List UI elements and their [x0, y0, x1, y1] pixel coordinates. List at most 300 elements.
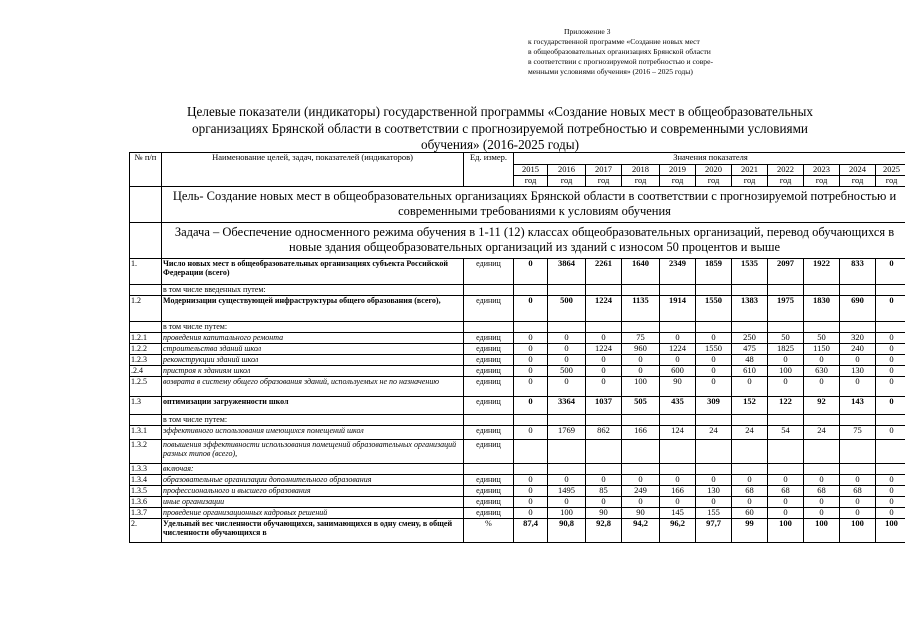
document-title — [150, 104, 850, 154]
row-value: 0 — [696, 354, 732, 365]
row-value: 94,2 — [622, 518, 660, 542]
row-value: 0 — [514, 332, 548, 343]
row-value — [660, 284, 696, 295]
row-value: 500 — [548, 365, 586, 376]
row-value: 0 — [732, 376, 768, 396]
row-value: 1383 — [732, 295, 768, 321]
row-value — [804, 463, 840, 474]
row-name: в том числе введенных путем: — [162, 284, 464, 295]
header-year-unit: год — [732, 176, 768, 187]
row-value: 0 — [514, 376, 548, 396]
row-value: 68 — [768, 485, 804, 496]
row-value: 100 — [768, 365, 804, 376]
row-value: 0 — [876, 485, 905, 496]
row-value: 24 — [804, 425, 840, 439]
row-value: 1150 — [804, 343, 840, 354]
row-name: Удельный вес численности обучающихся, занимающихся в одну смену, в общей численности обучающихся в — [162, 518, 464, 542]
appendix-line: в общеобразовательных организациях Брянской области — [528, 47, 711, 56]
row-value: 0 — [804, 354, 840, 365]
row-value: 1535 — [732, 258, 768, 284]
row-value: 0 — [876, 507, 905, 518]
row-value: 833 — [840, 258, 876, 284]
row-value: 0 — [876, 343, 905, 354]
table-row — [130, 332, 905, 343]
row-number: 1.3.7 — [130, 507, 162, 518]
row-value: 0 — [586, 354, 622, 365]
appendix-note — [528, 27, 828, 77]
row-number: 1.2.2 — [130, 343, 162, 354]
row-value: 68 — [732, 485, 768, 496]
table-row — [130, 396, 905, 414]
row-number: 1.3.3 — [130, 463, 162, 474]
row-value: 0 — [514, 474, 548, 485]
table-row — [130, 518, 905, 542]
row-value: 240 — [840, 343, 876, 354]
header-year-unit: год — [622, 176, 660, 187]
row-value — [732, 463, 768, 474]
row-value: 50 — [768, 332, 804, 343]
header-unit: Ед. измер. — [464, 153, 514, 187]
row-unit — [464, 284, 514, 295]
row-value: 0 — [768, 474, 804, 485]
row-value: 87,4 — [514, 518, 548, 542]
row-value: 122 — [768, 396, 804, 414]
row-name: пристроя к зданиям школ — [162, 365, 464, 376]
row-value — [768, 439, 804, 463]
row-value — [514, 321, 548, 332]
table-row — [130, 343, 905, 354]
table-row — [130, 425, 905, 439]
row-unit: единиц — [464, 376, 514, 396]
header-year-unit: год — [804, 176, 840, 187]
row-value: 0 — [514, 354, 548, 365]
row-value: 0 — [876, 365, 905, 376]
row-value: 1495 — [548, 485, 586, 496]
row-number: 1.2.5 — [130, 376, 162, 396]
row-value: 0 — [876, 354, 905, 365]
row-name: иные организации — [162, 496, 464, 507]
row-value: 500 — [548, 295, 586, 321]
header-year-unit: год — [586, 176, 622, 187]
row-value: 0 — [660, 474, 696, 485]
row-value: 1224 — [660, 343, 696, 354]
row-value — [586, 414, 622, 425]
row-value — [840, 463, 876, 474]
header-year-unit: год — [696, 176, 732, 187]
row-value: 0 — [840, 507, 876, 518]
row-name: проведение организационных кадровых решений — [162, 507, 464, 518]
row-value — [586, 284, 622, 295]
row-value — [876, 414, 905, 425]
row-value — [586, 321, 622, 332]
appendix-title: Приложение 3 — [564, 27, 611, 36]
row-unit — [464, 414, 514, 425]
row-value — [876, 321, 905, 332]
row-value: 0 — [876, 474, 905, 485]
table-row — [130, 507, 905, 518]
row-value: 92,8 — [586, 518, 622, 542]
row-value: 0 — [622, 365, 660, 376]
row-value: 0 — [622, 474, 660, 485]
row-value: 0 — [622, 496, 660, 507]
row-value: 50 — [804, 332, 840, 343]
row-value: 1135 — [622, 295, 660, 321]
row-number: 1.3.2 — [130, 439, 162, 463]
row-value — [622, 439, 660, 463]
row-unit: единиц — [464, 295, 514, 321]
row-value: 68 — [840, 485, 876, 496]
row-value: 100 — [548, 507, 586, 518]
row-value: 1037 — [586, 396, 622, 414]
row-value: 166 — [660, 485, 696, 496]
header-num: № п/п — [130, 153, 162, 187]
row-unit: единиц — [464, 474, 514, 485]
row-value: 152 — [732, 396, 768, 414]
row-value — [768, 321, 804, 332]
row-value: 100 — [622, 376, 660, 396]
row-value: 1830 — [804, 295, 840, 321]
row-value — [586, 439, 622, 463]
row-number: 2. — [130, 518, 162, 542]
row-value — [660, 439, 696, 463]
row-value: 3364 — [548, 396, 586, 414]
row-unit: единиц — [464, 343, 514, 354]
row-value: 48 — [732, 354, 768, 365]
row-unit — [464, 463, 514, 474]
row-value: 0 — [514, 365, 548, 376]
row-value: 0 — [768, 376, 804, 396]
row-value: 90,8 — [548, 518, 586, 542]
row-unit: единиц — [464, 354, 514, 365]
header-year: 2018 — [622, 165, 660, 176]
row-value: 130 — [840, 365, 876, 376]
row-value — [696, 463, 732, 474]
row-value: 0 — [548, 376, 586, 396]
row-value: 2261 — [586, 258, 622, 284]
row-name: эффективного использования имеющихся помещений школ — [162, 425, 464, 439]
row-value: 100 — [876, 518, 905, 542]
row-name: Модернизации существующей инфраструктуры общего образования (всего), — [162, 295, 464, 321]
row-name: образовательные организации дополнительного образования — [162, 474, 464, 485]
row-value — [768, 284, 804, 295]
row-value: 320 — [840, 332, 876, 343]
row-value — [660, 321, 696, 332]
table-row — [130, 365, 905, 376]
row-value: 75 — [622, 332, 660, 343]
title-line: организациях Брянской области в соответствии с прогнозируемой потребностью и современными условиями — [192, 120, 808, 136]
row-value: 0 — [514, 258, 548, 284]
row-number: 1.2.3 — [130, 354, 162, 365]
header-year: 2016 — [548, 165, 586, 176]
row-value: 0 — [696, 332, 732, 343]
row-value: 100 — [840, 518, 876, 542]
row-value: 145 — [660, 507, 696, 518]
appendix-line: к государственной программе «Создание новых мест — [528, 37, 700, 46]
row-value: 0 — [804, 376, 840, 396]
row-value: 0 — [660, 496, 696, 507]
row-value: 0 — [514, 343, 548, 354]
row-value: 0 — [696, 365, 732, 376]
row-value: 1769 — [548, 425, 586, 439]
row-name: проведения капитального ремонта — [162, 332, 464, 343]
row-value: 0 — [840, 354, 876, 365]
row-value: 1825 — [768, 343, 804, 354]
goal-row: Цель- Создание новых мест в общеобразовательных организациях Брянской области в соответствии с прогнозируемой потребностью и современными требованиями к условиям обучения — [162, 186, 905, 222]
row-value — [840, 414, 876, 425]
table-row — [130, 474, 905, 485]
table-row — [130, 414, 905, 425]
row-unit — [464, 321, 514, 332]
row-unit: единиц — [464, 485, 514, 496]
row-unit: единиц — [464, 365, 514, 376]
row-value: 100 — [768, 518, 804, 542]
indicators-table — [129, 152, 905, 543]
row-name: Число новых мест в общеобразовательных организациях субъекта Российской Федерации (всего) — [162, 258, 464, 284]
row-value: 60 — [732, 507, 768, 518]
row-value: 0 — [804, 474, 840, 485]
row-value: 0 — [586, 365, 622, 376]
row-value: 1224 — [586, 295, 622, 321]
header-year-unit: год — [840, 176, 876, 187]
row-value: 0 — [514, 496, 548, 507]
row-name: оптимизации загруженности школ — [162, 396, 464, 414]
row-value: 0 — [548, 354, 586, 365]
row-value: 85 — [586, 485, 622, 496]
header-year: 2024 — [840, 165, 876, 176]
row-value — [622, 414, 660, 425]
title-line: Целевые показатели (индикаторы) государственной программы «Создание новых мест в общеобразовательных — [186, 104, 814, 119]
table-row — [130, 463, 905, 474]
row-value: 0 — [586, 332, 622, 343]
row-value: 0 — [732, 474, 768, 485]
table-row — [130, 485, 905, 496]
row-name: строительства зданий школ — [162, 343, 464, 354]
row-value: 0 — [586, 474, 622, 485]
row-unit: % — [464, 518, 514, 542]
table-row — [130, 321, 905, 332]
row-unit: единиц — [464, 396, 514, 414]
row-value — [514, 284, 548, 295]
row-unit: единиц — [464, 439, 514, 463]
row-unit: единиц — [464, 496, 514, 507]
row-value: 0 — [696, 496, 732, 507]
appendix-line: в соответствии с прогнозируемой потребностью и совре- — [528, 57, 713, 66]
table-row — [130, 376, 905, 396]
header-year: 2022 — [768, 165, 804, 176]
row-value: 0 — [622, 354, 660, 365]
table-row — [130, 284, 905, 295]
table-row — [130, 295, 905, 321]
header-year: 2019 — [660, 165, 696, 176]
row-value — [696, 439, 732, 463]
row-value: 0 — [876, 425, 905, 439]
row-value — [840, 439, 876, 463]
row-value — [804, 321, 840, 332]
row-value: 0 — [696, 376, 732, 396]
row-value: 97,7 — [696, 518, 732, 542]
row-value: 0 — [548, 496, 586, 507]
row-value: 143 — [840, 396, 876, 414]
header-year: 2015 — [514, 165, 548, 176]
row-value: 1224 — [586, 343, 622, 354]
row-value — [548, 414, 586, 425]
header-name: Наименование целей, задач, показателей (индикаторов) — [162, 153, 464, 187]
row-value: 99 — [732, 518, 768, 542]
row-value: 0 — [514, 425, 548, 439]
header-year-unit: год — [876, 176, 905, 187]
row-value — [804, 439, 840, 463]
row-value: 0 — [548, 343, 586, 354]
row-unit: единиц — [464, 425, 514, 439]
row-value — [514, 414, 548, 425]
row-number: 1.2 — [130, 295, 162, 321]
title-line: обучения» (2016-2025 годы) — [420, 137, 580, 152]
row-value — [586, 463, 622, 474]
row-value: 1640 — [622, 258, 660, 284]
row-unit: единиц — [464, 507, 514, 518]
row-value — [840, 321, 876, 332]
row-value: 600 — [660, 365, 696, 376]
row-value — [660, 463, 696, 474]
row-value: 90 — [586, 507, 622, 518]
row-value: 862 — [586, 425, 622, 439]
header-year: 2021 — [732, 165, 768, 176]
header-year: 2025 — [876, 165, 905, 176]
row-value: 24 — [696, 425, 732, 439]
row-name: в том числе путем: — [162, 321, 464, 332]
row-value: 0 — [768, 496, 804, 507]
row-value: 0 — [768, 354, 804, 365]
row-value: 0 — [732, 496, 768, 507]
table-row — [130, 496, 905, 507]
row-value: 2097 — [768, 258, 804, 284]
row-value — [548, 463, 586, 474]
row-value: 0 — [876, 376, 905, 396]
row-value: 250 — [732, 332, 768, 343]
row-number: 1.3.6 — [130, 496, 162, 507]
row-value: 0 — [548, 474, 586, 485]
row-value — [876, 439, 905, 463]
row-value: 0 — [514, 295, 548, 321]
row-name: повышения эффективности использования помещений образовательных организаций разных типов (всего), — [162, 439, 464, 463]
row-value: 0 — [696, 474, 732, 485]
row-value — [804, 414, 840, 425]
row-name: реконструкции зданий школ — [162, 354, 464, 365]
row-value — [548, 284, 586, 295]
row-value: 1975 — [768, 295, 804, 321]
row-value: 0 — [768, 507, 804, 518]
row-value: 124 — [660, 425, 696, 439]
table-row — [130, 258, 905, 284]
row-value: 1914 — [660, 295, 696, 321]
row-value — [876, 284, 905, 295]
row-value — [696, 284, 732, 295]
header-year-unit: год — [768, 176, 804, 187]
row-number: 1.3.4 — [130, 474, 162, 485]
row-value — [768, 414, 804, 425]
row-value: 0 — [840, 474, 876, 485]
row-value: 100 — [804, 518, 840, 542]
row-value — [514, 439, 548, 463]
row-value: 155 — [696, 507, 732, 518]
row-value: 0 — [876, 396, 905, 414]
row-value: 0 — [840, 376, 876, 396]
row-value: 0 — [876, 496, 905, 507]
row-value — [622, 321, 660, 332]
row-value: 475 — [732, 343, 768, 354]
row-value: 1550 — [696, 343, 732, 354]
task-row: Задача – Обеспечение односменного режима обучения в 1-11 (12) классах общеобразовательных организаций, перевод обучающихся в новые здания общеобразовательных организаций из зданий с износом 50 процентов и выше — [162, 222, 905, 258]
row-value: 0 — [514, 507, 548, 518]
row-value: 24 — [732, 425, 768, 439]
row-value — [548, 321, 586, 332]
row-number: 1. — [130, 258, 162, 284]
row-value: 90 — [622, 507, 660, 518]
row-name: возврата в систему общего образования зданий, используемых не по назначению — [162, 376, 464, 396]
row-value — [660, 414, 696, 425]
row-value: 0 — [514, 485, 548, 496]
row-value: 0 — [876, 258, 905, 284]
row-value — [696, 414, 732, 425]
row-value: 0 — [804, 507, 840, 518]
row-value — [732, 321, 768, 332]
row-name: в том числе путем: — [162, 414, 464, 425]
row-value: 0 — [876, 295, 905, 321]
row-value: 435 — [660, 396, 696, 414]
row-number — [130, 414, 162, 425]
row-value: 0 — [876, 332, 905, 343]
header-year: 2017 — [586, 165, 622, 176]
row-value: 0 — [804, 496, 840, 507]
row-value: 90 — [660, 376, 696, 396]
table-row — [130, 439, 905, 463]
row-value — [622, 463, 660, 474]
row-number: .2.4 — [130, 365, 162, 376]
row-name: включая: — [162, 463, 464, 474]
row-value — [696, 321, 732, 332]
row-value: 130 — [696, 485, 732, 496]
row-value: 96,2 — [660, 518, 696, 542]
row-number — [130, 321, 162, 332]
row-value: 2349 — [660, 258, 696, 284]
row-value — [548, 439, 586, 463]
row-value — [840, 284, 876, 295]
header-year-unit: год — [660, 176, 696, 187]
row-number: 1.3.1 — [130, 425, 162, 439]
row-value: 505 — [622, 396, 660, 414]
row-value — [622, 284, 660, 295]
row-value: 75 — [840, 425, 876, 439]
row-number: 1.3 — [130, 396, 162, 414]
row-value: 1922 — [804, 258, 840, 284]
row-value: 249 — [622, 485, 660, 496]
header-values: Значения показателя — [514, 153, 905, 165]
row-value — [768, 463, 804, 474]
row-value — [732, 284, 768, 295]
row-number: 1.3.5 — [130, 485, 162, 496]
row-value: 0 — [514, 396, 548, 414]
row-value: 0 — [840, 496, 876, 507]
row-value: 1550 — [696, 295, 732, 321]
row-value: 960 — [622, 343, 660, 354]
row-value: 630 — [804, 365, 840, 376]
row-value: 0 — [586, 496, 622, 507]
row-value: 0 — [660, 332, 696, 343]
row-value: 0 — [548, 332, 586, 343]
row-value: 610 — [732, 365, 768, 376]
row-value: 68 — [804, 485, 840, 496]
header-year: 2023 — [804, 165, 840, 176]
